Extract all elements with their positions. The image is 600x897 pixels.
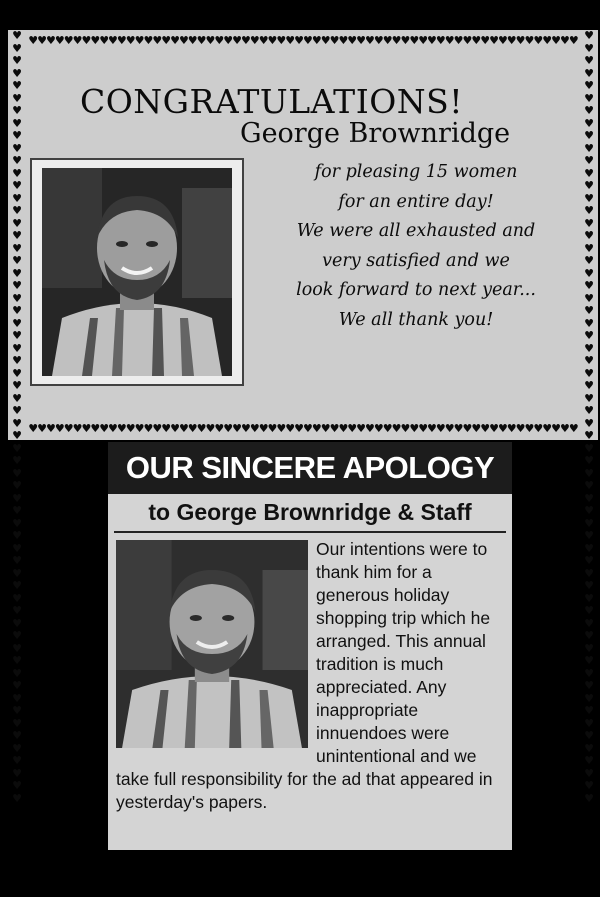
heart-border-top: ♥♥♥♥♥♥♥♥♥♥♥♥♥♥♥♥♥♥♥♥♥♥♥♥♥♥♥♥♥♥♥♥♥♥♥♥♥♥♥♥♥♥♥♥♥♥♥♥♥♥♥♥♥♥♥♥♥♥♥♥♥♥ xyxy=(28,34,578,47)
message-line: for pleasing 15 women xyxy=(314,162,518,182)
congratulations-message xyxy=(266,158,566,335)
message-line: very satisfied and we xyxy=(322,250,510,271)
message-line: for an entire day! xyxy=(338,191,494,212)
heart-border-bottom: ♥♥♥♥♥♥♥♥♥♥♥♥♥♥♥♥♥♥♥♥♥♥♥♥♥♥♥♥♥♥♥♥♥♥♥♥♥♥♥♥♥♥♥♥♥♥♥♥♥♥♥♥♥♥♥♥♥♥♥♥♥♥ xyxy=(28,422,578,435)
apology-heading: OUR SINCERE APOLOGY xyxy=(108,442,512,494)
apology-subheading: to George Brownridge & Staff xyxy=(148,499,472,525)
apology-article xyxy=(116,538,508,814)
congratulations-heading: CONGRATULATIONS! xyxy=(80,82,464,121)
message-line: We were all exhausted and xyxy=(296,221,536,241)
apology-body-text: Our intentions were to thank him for a generous holiday shopping trip which he arranged. This annual tradition is much appreciated. Any inappropriate innuendoes were unintentional and we take full responsibility for the ad that appeared in yesterday's papers. xyxy=(116,539,493,812)
message-line: We all thank you! xyxy=(338,309,494,330)
message-line: look forward to next year... xyxy=(296,280,536,300)
honoree-name: George Brownridge xyxy=(240,118,511,149)
heart-border-left: ♥♥♥♥♥♥♥♥♥♥♥♥♥♥♥♥♥♥♥♥♥♥♥♥♥♥♥♥♥♥♥♥♥♥♥♥♥♥♥♥♥♥♥♥♥♥♥♥♥♥♥♥♥♥♥♥♥♥♥♥♥♥ xyxy=(12,29,22,805)
heart-border-right: ♥♥♥♥♥♥♥♥♥♥♥♥♥♥♥♥♥♥♥♥♥♥♥♥♥♥♥♥♥♥♥♥♥♥♥♥♥♥♥♥♥♥♥♥♥♥♥♥♥♥♥♥♥♥♥♥♥♥♥♥♥♥ xyxy=(584,29,594,805)
apology-clipping xyxy=(108,442,512,850)
portrait-photo xyxy=(42,168,232,376)
divider xyxy=(114,531,506,533)
portrait-photo-frame xyxy=(30,158,244,386)
portrait-photo xyxy=(116,540,308,748)
